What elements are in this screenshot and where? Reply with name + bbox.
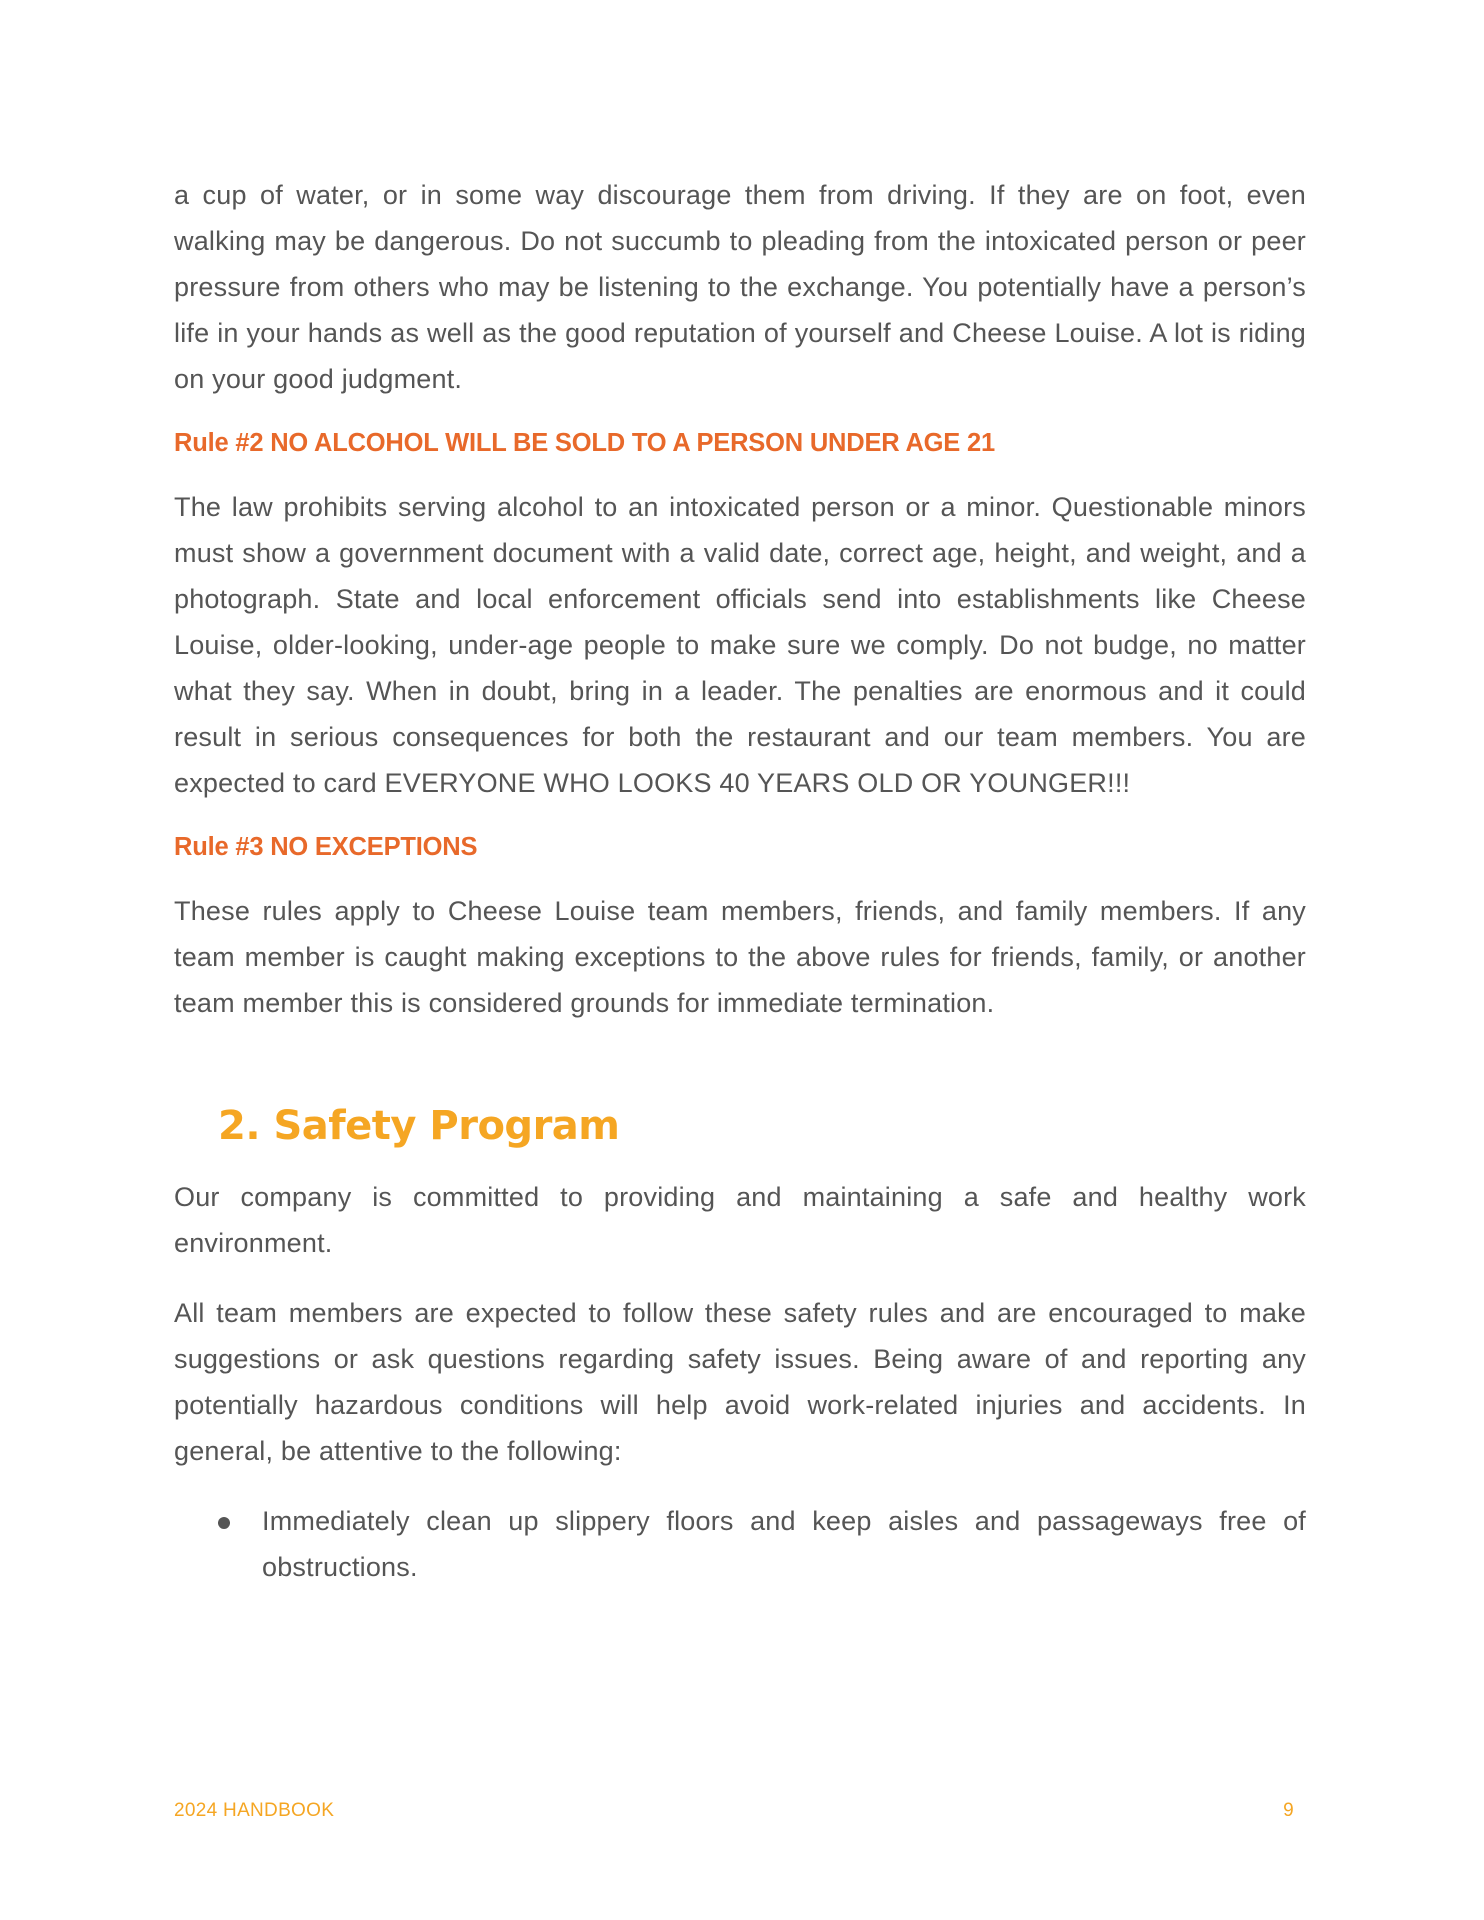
bullet-text: Immediately clean up slippery floors and keep aisles and passageways free of obstructions. <box>262 1506 1306 1582</box>
section2-heading: 2. Safety Program <box>218 1103 620 1149</box>
rule2-heading: Rule #2 NO ALCOHOL WILL BE SOLD TO A PERSON UNDER AGE 21 <box>174 429 995 457</box>
document-page <box>174 172 1306 1590</box>
safety-bullet-list <box>174 1498 1306 1590</box>
bullet-icon <box>218 1517 230 1529</box>
rule3-heading: Rule #3 NO EXCEPTIONS <box>174 833 478 861</box>
intro-paragraph: a cup of water, or in some way discourage them from driving. If they are on foot, even walking may be dangerous. Do not succumb to pleading from the intoxicated person or peer pressure from others who may be listening to the exchange. You potentially have a person’s life in your hands as well as the good reputation of yourself and Cheese Louise. A lot is riding on your good judgment. <box>174 180 1306 394</box>
rule2-paragraph: The law prohibits serving alcohol to an intoxicated person or a minor. Questionable minors must show a government document with a valid date, correct age, height, and weight, and a photograph. State and local enforcement officials send into establishments like Cheese Louise, older-looking, under-age people to make sure we comply. Do not budge, no matter what they say. When in doubt, bring in a leader. The penalties are enormous and it could result in serious consequences for both the restaurant and our team members. You are expected to card EVERYONE WHO LOOKS 40 YEARS OLD OR YOUNGER!!! <box>174 492 1306 798</box>
list-item <box>174 1498 1306 1590</box>
safety-paragraph-1: Our company is committed to providing and maintaining a safe and healthy work environment. <box>174 1182 1306 1258</box>
safety-paragraph-2: All team members are expected to follow these safety rules and are encouraged to make suggestions or ask questions regarding safety issues. Being aware of and reporting any potentially hazardous conditions will help avoid work-related injuries and accidents. In general, be attentive to the following: <box>174 1298 1306 1466</box>
page-number: 9 <box>1283 1800 1294 1821</box>
rule3-paragraph: These rules apply to Cheese Louise team members, friends, and family members. If any team member is caught making exceptions to the above rules for friends, family, or another team member this is considered grounds for immediate termination. <box>174 896 1306 1018</box>
footer-title: 2024 HANDBOOK <box>174 1800 335 1821</box>
